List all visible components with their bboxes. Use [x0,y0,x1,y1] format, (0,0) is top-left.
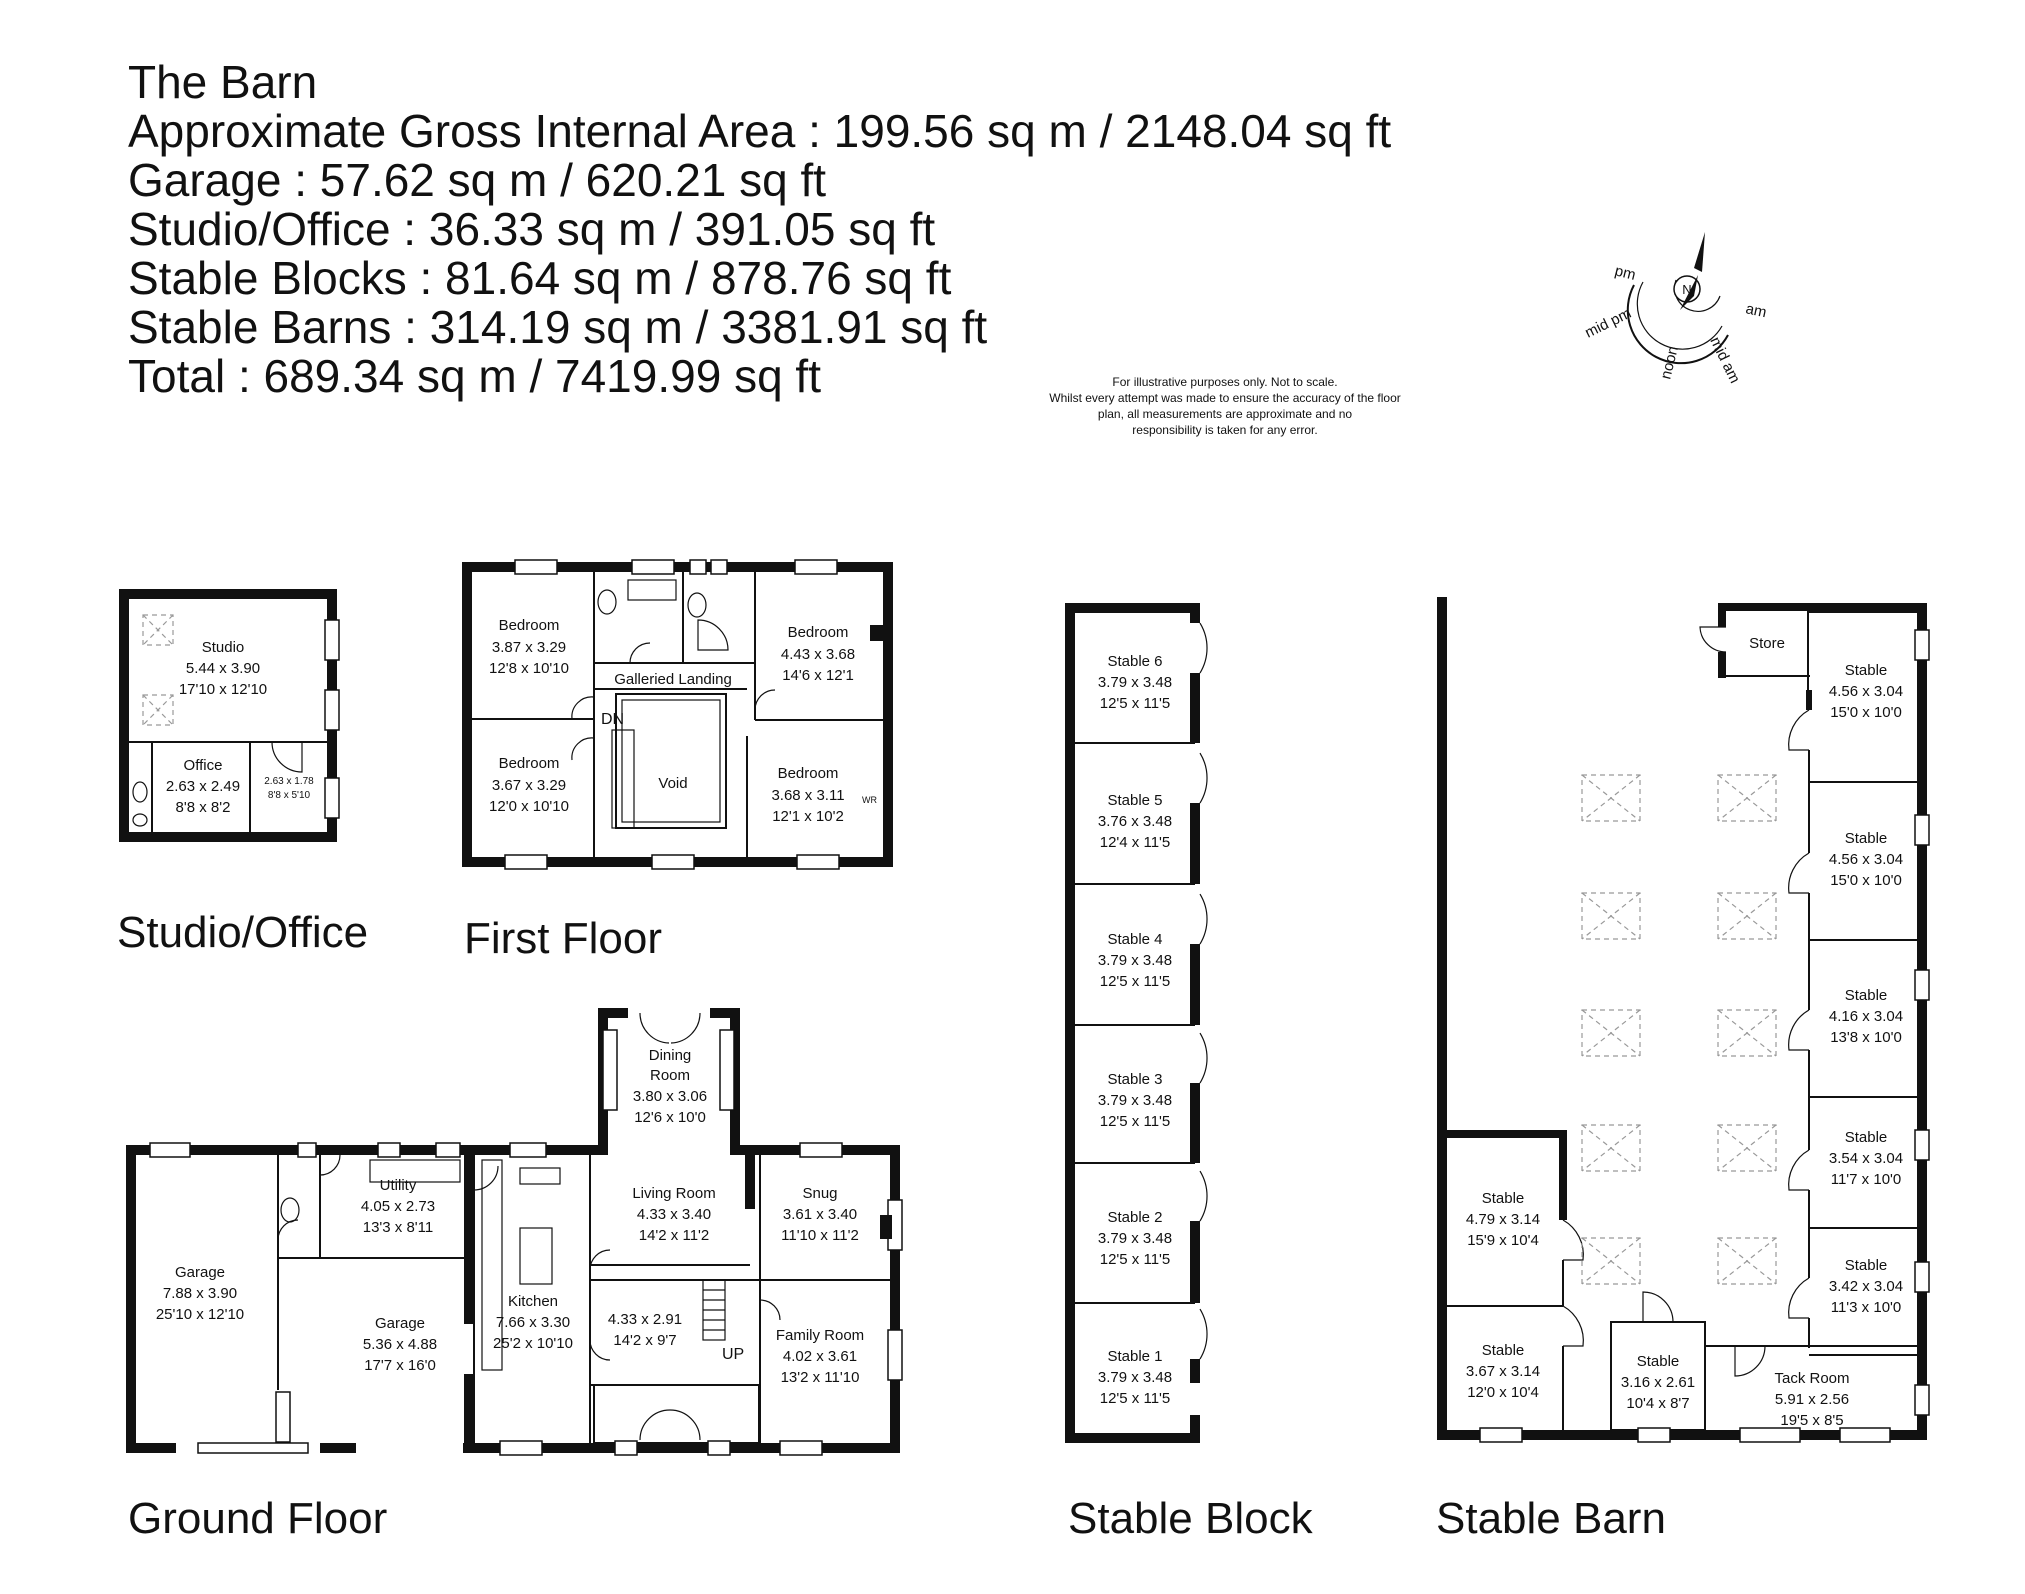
area-line-gia: Approximate Gross Internal Area : 199.56 sq m / 2148.04 sq ft [128,105,1392,157]
room-size: 3.79 x 3.48 [1097,1369,1173,1386]
room-size-imperial: 12'5 x 11'5 [1099,695,1171,712]
section-label-stable-barn: Stable Barn [1436,1494,1666,1543]
room-size: 4.56 x 3.04 [1828,851,1904,868]
room-name: Bedroom [777,765,839,782]
compass-noon: noon [1657,344,1682,381]
room-size: 7.66 x 3.30 [495,1314,571,1331]
room-size: 3.61 x 3.40 [782,1206,858,1223]
compass-n: N [1682,282,1692,297]
room-size: 3.87 x 3.29 [491,639,567,656]
room-name: Dining [648,1047,692,1064]
room-size-imperial: 12'5 x 11'5 [1099,973,1171,990]
north-arrow-icon [1694,232,1705,272]
stairs-down-marker: DN [601,711,625,728]
room-size-imperial: 8'8 x 8'2 [175,799,231,816]
room-size-imperial: 13'8 x 10'0 [1830,1029,1902,1046]
room-size: 4.43 x 3.68 [780,646,856,663]
room-size: 4.02 x 3.61 [782,1348,858,1365]
room-size: 3.67 x 3.29 [491,777,567,794]
room-size-imperial: 12'5 x 11'5 [1099,1113,1171,1130]
room-name: Bedroom [498,755,560,772]
section-label-stable-block: Stable Block [1068,1494,1313,1543]
room-size-imperial: 10'4 x 8'7 [1626,1395,1690,1412]
room-size: 3.67 x 3.14 [1465,1363,1541,1380]
room-name: Utility [379,1177,417,1194]
area-line-stable-barns: Stable Barns : 314.19 sq m / 3381.91 sq ft [128,301,988,353]
stable-block-plan [1065,603,1207,1443]
plan-title: The Barn [128,56,318,108]
room-name: Galleried Landing [614,671,732,688]
room-name: Living Room [632,1185,716,1202]
room-size: 5.44 x 3.90 [185,660,261,677]
room-name: Stable [1844,830,1888,847]
room-name: Garage [374,1315,426,1332]
disclaimer-line: Whilst every attempt was made to ensure the accuracy of the floor [1049,391,1401,405]
room-name: Stable [1481,1342,1525,1359]
room-size-imperial: 14'2 x 9'7 [613,1332,677,1349]
section-label-first-floor: First Floor [464,914,662,963]
room-name: Kitchen [507,1293,559,1310]
room-size-imperial: 8'8 x 5'10 [267,790,311,801]
room-name: Stable [1844,987,1888,1004]
section-label-studio-office: Studio/Office [117,908,369,957]
room-name: Office [183,757,223,774]
room-size: 3.80 x 3.06 [632,1088,708,1105]
room-size-imperial: 13'3 x 8'11 [362,1219,434,1236]
room-name: Stable [1844,1129,1888,1146]
stable-barn-plan [1437,597,1929,1442]
room-size-imperial: 14'2 x 11'2 [638,1227,710,1244]
room-size: 4.56 x 3.04 [1828,683,1904,700]
room-name: Garage [174,1264,226,1281]
room-size-imperial: 15'9 x 10'4 [1467,1232,1539,1249]
room-size-imperial: 14'6 x 12'1 [782,667,854,684]
room-size-imperial: 12'0 x 10'10 [489,798,569,815]
studio-office-plan [119,589,339,842]
room-name: Stable 1 [1107,1348,1163,1365]
room-size-imperial: 15'0 x 10'0 [1830,872,1902,889]
room-name: Stable 6 [1107,653,1163,670]
room-size-imperial: 12'1 x 10'2 [772,808,844,825]
disclaimer-line: responsibility is taken for any error. [1132,423,1318,437]
room-size: 3.16 x 2.61 [1620,1374,1696,1391]
skylights [1582,775,1776,1284]
room-size-imperial: 17'10 x 12'10 [178,681,268,698]
room-size-imperial: 11'3 x 10'0 [1830,1299,1902,1316]
room-name: Bedroom [787,624,849,641]
room-size: 5.91 x 2.56 [1774,1391,1850,1408]
section-label-ground-floor: Ground Floor [128,1494,388,1543]
room-size: 3.79 x 3.48 [1097,1230,1173,1247]
room-size-imperial: 15'0 x 10'0 [1830,704,1902,721]
room-name: Stable [1844,1257,1888,1274]
room-size-imperial: 12'5 x 11'5 [1099,1390,1171,1407]
compass-mid-am: mid am [1706,334,1744,386]
room-size-imperial: 11'7 x 10'0 [1830,1171,1902,1188]
room-size: 4.05 x 2.73 [360,1198,436,1215]
room-name: Snug [802,1185,838,1202]
room-size: 3.79 x 3.48 [1097,1092,1173,1109]
room-size: 4.16 x 3.04 [1828,1008,1904,1025]
room-size: 4.79 x 3.14 [1465,1211,1541,1228]
room-name: Stable 5 [1107,792,1163,809]
room-size: 2.63 x 1.78 [264,776,314,787]
room-size-imperial: 19'5 x 8'5 [1780,1412,1844,1429]
ground-floor-plan [126,1008,902,1455]
room-size-imperial: 17'7 x 16'0 [364,1357,436,1374]
wardrobe-marker: WR [862,795,877,805]
room-size-imperial: 12'5 x 11'5 [1099,1251,1171,1268]
room-name: Bedroom [498,617,560,634]
room-name: Stable [1636,1353,1680,1370]
room-name: Family Room [775,1327,865,1344]
room-name: Stable 3 [1107,1071,1163,1088]
room-name: Room [649,1067,691,1084]
room-name: Void [658,775,688,792]
room-size: 4.33 x 2.91 [607,1311,683,1328]
first-floor-plan [462,560,893,869]
room-name: Stable 2 [1107,1209,1163,1226]
room-name: Stable 4 [1107,931,1163,948]
room-size-imperial: 12'4 x 11'5 [1099,834,1171,851]
area-line-studio: Studio/Office : 36.33 sq m / 391.05 sq ft [128,203,936,255]
disclaimer-line: For illustrative purposes only. Not to scale. [1112,375,1338,389]
room-size: 2.63 x 2.49 [165,778,241,795]
stairs-up-marker: UP [722,1346,745,1363]
room-size-imperial: 12'6 x 10'0 [634,1109,706,1126]
room-name: Studio [201,639,245,656]
room-size: 4.33 x 3.40 [636,1206,712,1223]
disclaimer-line: plan, all measurements are approximate and no [1097,407,1353,421]
compass-pm: pm [1613,262,1638,284]
room-size: 3.76 x 3.48 [1097,813,1173,830]
area-line-stable-blocks: Stable Blocks : 81.64 sq m / 878.76 sq ft [128,252,952,304]
room-size-imperial: 12'0 x 10'4 [1467,1384,1539,1401]
room-name: Store [1749,635,1785,652]
room-size: 5.36 x 4.88 [362,1336,438,1353]
room-size-imperial: 25'2 x 10'10 [493,1335,573,1352]
compass-am: am [1744,300,1769,322]
area-line-total: Total : 689.34 sq m / 7419.99 sq ft [128,350,821,402]
room-size-imperial: 13'2 x 11'10 [780,1369,860,1386]
compass-mid-pm: mid pm [1582,304,1634,342]
area-line-garage: Garage : 57.62 sq m / 620.21 sq ft [128,154,827,206]
room-name: Stable [1844,662,1888,679]
room-size: 3.68 x 3.11 [771,787,845,804]
room-size: 3.42 x 3.04 [1828,1278,1904,1295]
room-size: 7.88 x 3.90 [162,1285,238,1302]
room-size: 3.54 x 3.04 [1828,1150,1904,1167]
room-name: Stable [1481,1190,1525,1207]
compass [1582,232,1768,386]
room-size-imperial: 12'8 x 10'10 [489,660,569,677]
room-name: Tack Room [1774,1370,1850,1387]
room-size: 3.79 x 3.48 [1097,674,1173,691]
room-size: 3.79 x 3.48 [1097,952,1173,969]
room-size-imperial: 11'10 x 11'2 [781,1227,859,1244]
room-size-imperial: 25'10 x 12'10 [155,1306,245,1323]
